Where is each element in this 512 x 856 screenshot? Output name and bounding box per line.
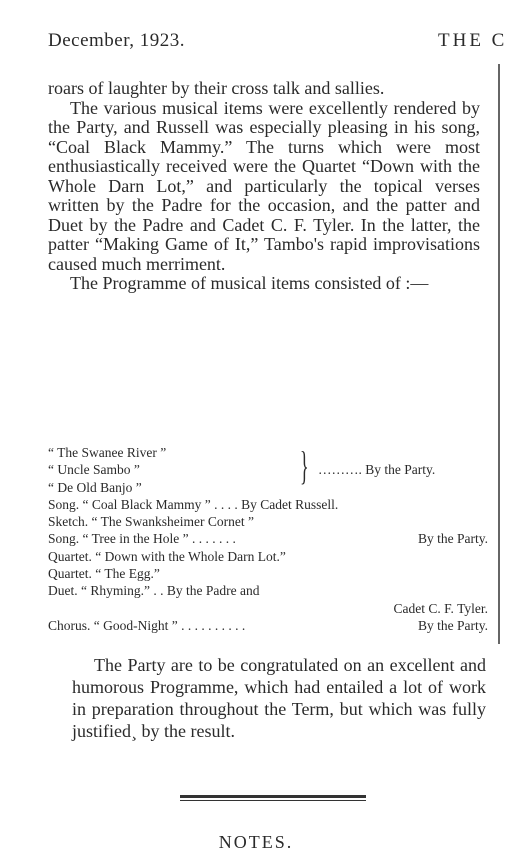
programme-item: Cadet C. F. Tyler. <box>393 600 488 616</box>
paragraph-continuation: roars of laughter by their cross talk and sallies. <box>48 78 385 98</box>
programme-item: Duet. “ Rhyming.” . . By the Padre and <box>48 583 260 599</box>
programme-item: Song. “ Coal Black Mammy ” . . . . By Cadet Russell. <box>48 496 339 512</box>
programme-item: Chorus. “ Good-Night ” . . . . . . . . . . By the Party. <box>48 617 488 633</box>
paragraph-musical-items: The various musical items were excellently rendered by the Party, and Russell was especially pleasing in his song, “Coal Black Mammy.” The turns which were most enthusiastically received were the Quartet “Down with the Whole Darn Lot,” and particularly the topical verses written by the Padre for the occasion, and the patter and Duet by the Padre and Cadet C. F. Tyler. In the latter, the patter “Making Game of It,” Tambo's rapid improvisations caused much merriment. <box>48 97 480 274</box>
programme-item: Quartet. “ Down with the Whole Darn Lot.” <box>48 548 286 564</box>
programme-item: Song. “ Tree in the Hole ” . . . . . . . By the Party. <box>48 531 488 547</box>
page-header <box>48 30 512 52</box>
article-body <box>48 79 480 294</box>
closing-paragraph <box>72 654 486 742</box>
column-divider <box>498 64 500 644</box>
programme-item: Sketch. “ The Swanksheimer Cornet ” <box>48 514 254 530</box>
issue-date: December, 1923. <box>48 30 186 51</box>
section-rule-thick <box>180 795 366 798</box>
closing-text: The Party are to be congratulated on an excellent and humorous Programme, which had entailed a lot of work in preparation throughout the Term, but which was fully justified¸ by the result. <box>72 655 486 741</box>
publication-title: THE C <box>438 30 508 51</box>
section-heading-notes: NOTES. <box>218 832 294 852</box>
programme-item: Quartet. “ The Egg.” <box>48 566 160 582</box>
programme-item: “ The Swanee River ” <box>48 445 167 460</box>
programme-item: “ Uncle Sambo ” ………. By the Party. <box>48 462 436 478</box>
section-rule-thin <box>180 800 366 801</box>
programme-item: “ De Old Banjo ” <box>48 479 142 495</box>
brace-glyph: } <box>300 443 309 488</box>
programme-list <box>48 444 488 634</box>
brace-credit: ………. By the Party. <box>318 462 436 478</box>
paragraph-programme-intro: The Programme of musical items consisted of :— <box>70 273 429 293</box>
